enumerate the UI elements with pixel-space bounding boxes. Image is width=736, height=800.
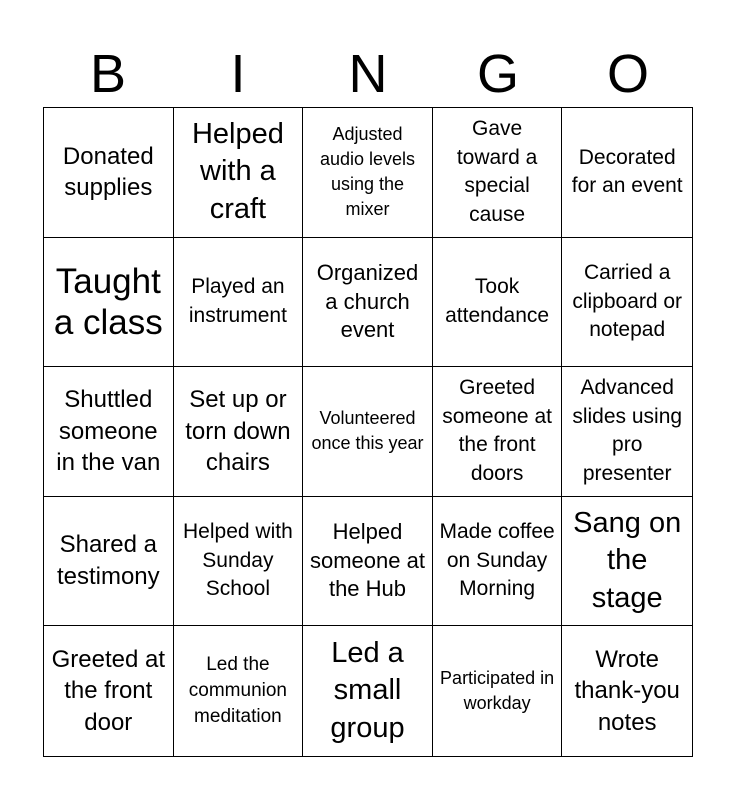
bingo-grid (43, 107, 693, 757)
cell-text: Took attendance (445, 275, 550, 327)
cell-text: Made coffee on Sunday Morning (439, 520, 555, 601)
bingo-header (43, 40, 693, 108)
header-letter-g: G (476, 44, 519, 104)
header-letter-n: N (348, 44, 388, 104)
bingo-cell[interactable] (174, 367, 304, 497)
cell-text: Carried a clipboard or notepad (572, 261, 683, 342)
bingo-cell[interactable] (562, 497, 692, 627)
header-letter-o: O (606, 44, 649, 104)
cell-text: Shuttled someone in the van (56, 385, 161, 477)
cell-text: Played an instrument (188, 275, 287, 327)
cell-text: Taught a class (53, 261, 163, 342)
bingo-cell[interactable] (303, 626, 433, 756)
bingo-cell[interactable] (433, 497, 563, 627)
bingo-cell[interactable] (174, 626, 304, 756)
bingo-cell[interactable] (303, 108, 433, 238)
bingo-cell[interactable] (303, 238, 433, 368)
bingo-cell[interactable] (562, 108, 692, 238)
bingo-cell[interactable] (44, 626, 174, 756)
cell-text: Advanced slides using pro presenter (572, 376, 683, 486)
bingo-cell[interactable] (433, 238, 563, 368)
header-letter-i: I (230, 44, 246, 104)
cell-text: Greeted at the front door (51, 645, 165, 737)
bingo-cell[interactable] (562, 626, 692, 756)
cell-text: Sang on the stage (573, 506, 682, 614)
cell-text: Shared a testimony (56, 531, 160, 591)
cell-text: Greeted someone at the front doors (442, 376, 552, 486)
cell-text: Gave toward a special cause (456, 117, 538, 226)
cell-text: Wrote thank-you notes (574, 645, 680, 737)
cell-text: Participated in workday (440, 668, 555, 714)
bingo-cell[interactable] (174, 108, 304, 238)
cell-text: Led a small group (330, 636, 405, 745)
bingo-cell[interactable] (433, 108, 563, 238)
header-letter-b: B (89, 44, 127, 104)
bingo-cell[interactable] (303, 367, 433, 497)
cell-text: Set up or torn down chairs (185, 385, 291, 477)
cell-text: Donated supplies (62, 142, 154, 202)
bingo-cell[interactable] (562, 238, 692, 368)
bingo-cell[interactable] (44, 108, 174, 238)
cell-text: Decorated for an event (571, 145, 683, 198)
cell-text: Helped with Sunday School (183, 520, 293, 601)
bingo-cell[interactable] (44, 238, 174, 368)
bingo-cell[interactable] (44, 497, 174, 627)
bingo-cell[interactable] (433, 367, 563, 497)
cell-text: Helped someone at the Hub (310, 519, 425, 602)
bingo-cell[interactable] (433, 626, 563, 756)
bingo-cell[interactable] (562, 367, 692, 497)
cell-text: Led the communion meditation (188, 654, 287, 728)
bingo-cell[interactable] (174, 497, 304, 627)
bingo-cell[interactable] (44, 367, 174, 497)
bingo-cell[interactable] (174, 238, 304, 368)
cell-text: Adjusted audio levels using the mixer (319, 123, 416, 220)
bingo-cell[interactable] (303, 497, 433, 627)
cell-text: Helped with a craft (191, 117, 284, 226)
cell-text: Volunteered once this year (311, 408, 424, 454)
cell-text: Organized a church event (316, 260, 419, 343)
